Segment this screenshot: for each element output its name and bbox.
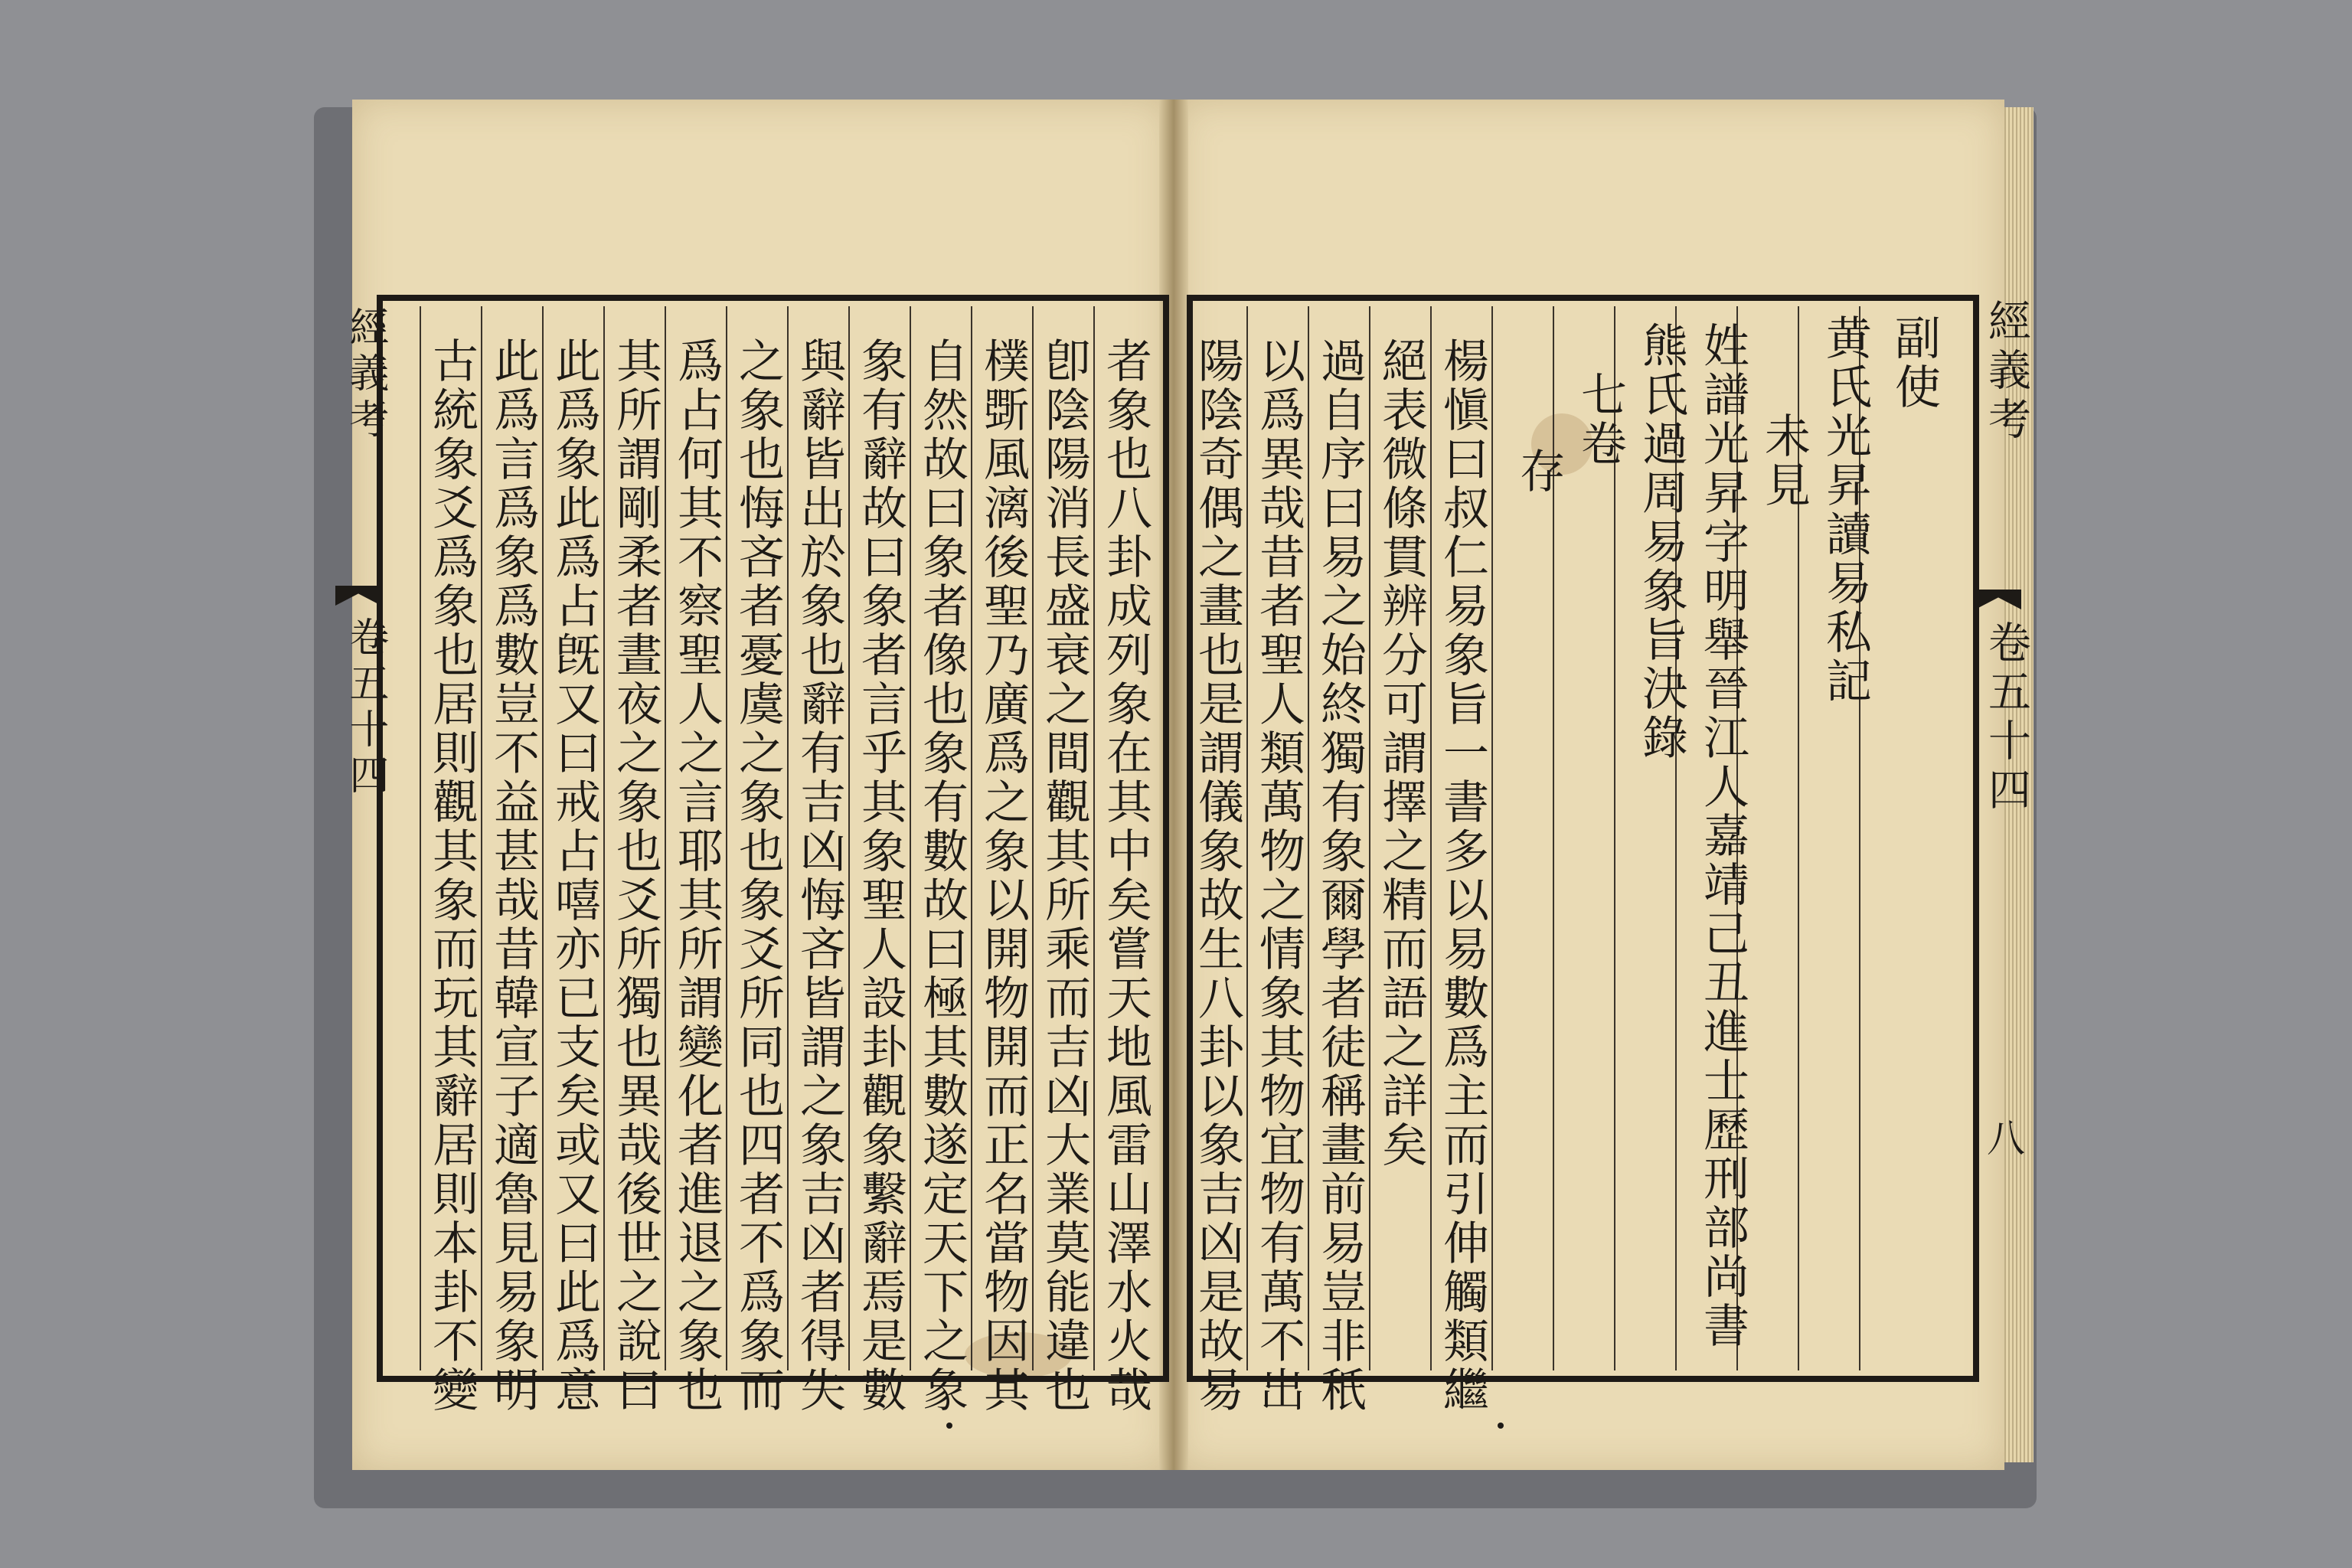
column-rule (910, 306, 911, 1370)
text-column: 以爲異哉昔者聖人類萬物之情象其物宜物有萬不出 (1252, 337, 1305, 1415)
column-rule (1308, 306, 1309, 1370)
left-margin-volume: 卷五十四 (342, 616, 388, 800)
text-column: 陽陰奇偶之畫也是謂儀象故生八卦以象吉凶是故易 (1191, 337, 1244, 1415)
right-margin-page-number: 八 (1981, 1118, 2025, 1162)
text-column: 副使 (1887, 314, 1941, 412)
column-rule (971, 306, 972, 1370)
text-column: 楊愼曰叔仁易象旨一書多以易數爲主而引伸觸類繼 (1436, 337, 1489, 1415)
text-column: 黄氏光昇讀易私記 (1818, 314, 1872, 706)
text-column: 自然故曰象者像也象有數故曰極其數遂定天下之象 (915, 337, 969, 1415)
text-column: 熊氏過周易象旨決錄 (1635, 322, 1688, 763)
text-column: 爲占何其不察聖人之言耶其所謂變化者進退之象也 (670, 337, 724, 1415)
page-dot (946, 1423, 952, 1429)
column-rule (1032, 306, 1034, 1370)
text-column: 姓譜光昇字明舉晉江人嘉靖己丑進士歷刑部尚書 (1696, 322, 1749, 1351)
text-column: 與辭皆出於象也辭有吉凶悔吝皆謂之象吉凶者得失 (792, 337, 846, 1415)
text-column: 古統象爻爲象也居則觀其象而玩其辭居則本卦不變 (425, 337, 479, 1415)
text-column: 絕表微條貫辨分可謂擇之精而語之詳矣 (1374, 337, 1428, 1170)
text-column: 象有辭故曰象者言乎其象聖人設卦觀象繫辭焉是數 (854, 337, 907, 1415)
right-margin-title: 經義考 (1981, 299, 2031, 446)
column-rule (1491, 306, 1493, 1370)
text-column: 卽陰陽消長盛衰之間觀其所乘而吉凶大業莫能違也 (1037, 337, 1091, 1415)
text-column: 此爲象此爲占旣又曰戒占嘻亦已支矣或又曰此爲意 (547, 337, 601, 1415)
column-rule (1093, 306, 1095, 1370)
column-rule (726, 306, 727, 1370)
right-margin-volume: 卷五十四 (1981, 620, 2031, 816)
column-rule (1369, 306, 1370, 1370)
page-dot (1498, 1423, 1504, 1429)
text-column: 之象也悔吝者憂虞之象也象爻所同也四者不爲象而 (731, 337, 785, 1415)
column-rule (787, 306, 789, 1370)
column-rule (1430, 306, 1432, 1370)
text-column: 過自序曰易之始終獨有象爾學者徒稱畫前易豈非秖 (1313, 337, 1367, 1415)
column-rule (1246, 306, 1248, 1370)
text-column: 者象也八卦成列象在其中矣嘗天地風雷山澤水火哉 (1099, 337, 1152, 1415)
left-margin-title: 經義考 (342, 306, 388, 444)
column-rule (848, 306, 850, 1370)
text-column: 樸斲風漓後聖乃廣爲之象以開物開而正名當物因其 (976, 337, 1030, 1415)
text-column: 存 (1512, 398, 1566, 496)
column-rule (420, 306, 421, 1370)
text-column: 七卷 (1573, 322, 1627, 469)
text-column: 此爲言爲象爲數豈不益甚哉昔韓宣子適魯見易象明 (486, 337, 540, 1415)
column-rule (665, 306, 666, 1370)
text-column: 未見 (1757, 314, 1811, 510)
column-rule (603, 306, 605, 1370)
column-rule (542, 306, 544, 1370)
column-rule (481, 306, 482, 1370)
text-column: 其所謂剛柔者晝夜之象也爻所獨也異哉後世之說曰 (609, 337, 662, 1415)
